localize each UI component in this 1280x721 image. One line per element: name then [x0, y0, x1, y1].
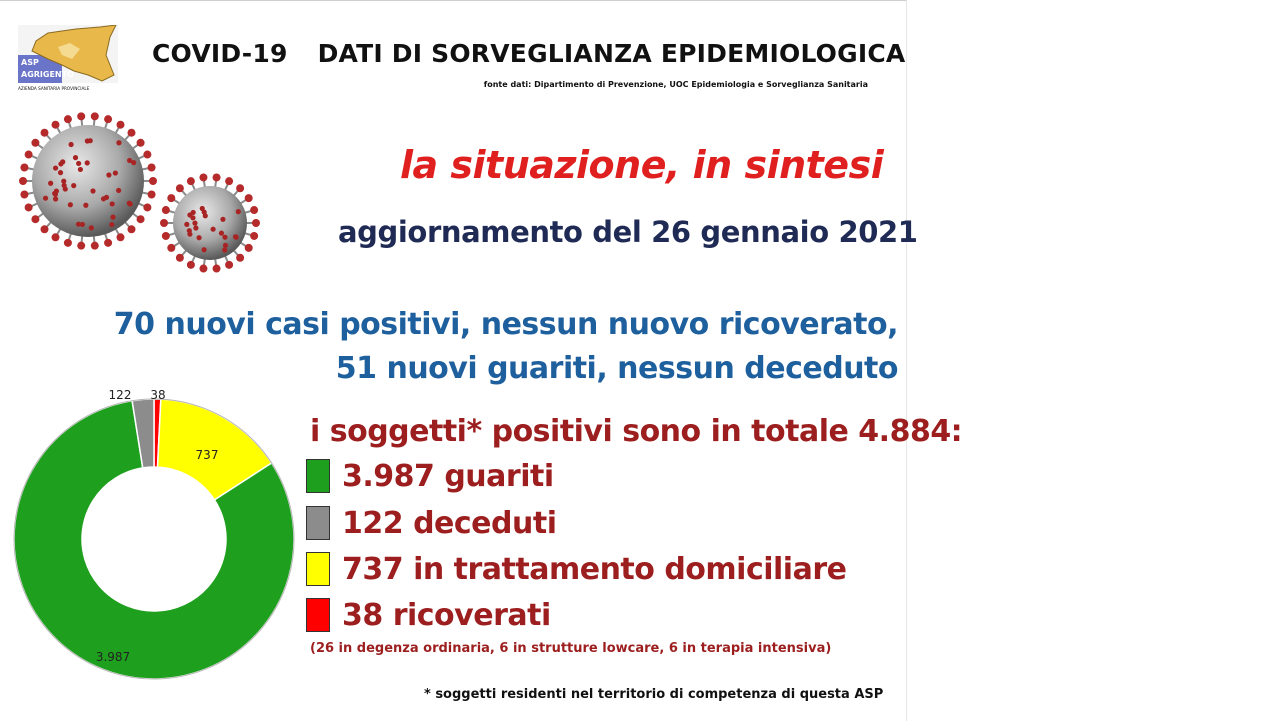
legend-swatch-green: [306, 459, 330, 493]
asp-agrigento-logo: [18, 25, 118, 91]
donut-chart: [0, 379, 300, 709]
legend-swatch-grey: [306, 506, 330, 540]
title-sorveglianza: DATI DI SORVEGLIANZA EPIDEMIOLOGICA: [317, 39, 906, 68]
footnote: * soggetti residenti nel territorio di competenza di questa ASP: [424, 687, 884, 702]
legend-item-domiciliare: [306, 549, 846, 589]
legend-item-ricoverati: [306, 595, 551, 635]
legend-item-deceduti: [306, 503, 556, 543]
legend-label-ricoverati: 38 ricoverati: [342, 597, 551, 633]
legend-label-deceduti: 122 deceduti: [342, 505, 557, 541]
page-title: [152, 39, 905, 68]
news-line-1: 70 nuovi casi positivi, nessun nuovo ricoverato,: [113, 307, 898, 342]
legend-label-domiciliare: 737 in trattamento domiciliare: [342, 551, 847, 587]
logo-subtext: AZIENDA SANITARIA PROVINCIALE: [18, 86, 90, 91]
total-positives: i soggetti* positivi sono in totale 4.884:: [310, 414, 963, 449]
title-covid: COVID-19: [152, 39, 288, 68]
news-line-2: 51 nuovi guariti, nessun deceduto: [335, 351, 898, 386]
legend-item-guariti: [306, 456, 554, 496]
legend-swatch-yellow: [306, 552, 330, 586]
donut-label-in-trattamento-domiciliare: 737: [195, 448, 219, 462]
donut-label-deceduti: 122: [108, 388, 132, 402]
donut-label-guariti: 3.987: [95, 650, 131, 664]
subtitle: la situazione, in sintesi: [400, 143, 884, 187]
donut-label-ricoverati: 38: [150, 388, 166, 402]
logo-text-asp: ASP: [21, 58, 39, 67]
coronavirus-illustration-large: [14, 107, 162, 255]
legend-swatch-red: [306, 598, 330, 632]
logo-text-agrigento: AGRIGENTO: [21, 70, 74, 79]
daily-news: [114, 303, 898, 391]
data-source: fonte dati: Dipartimento di Prevenzione, UOC Epidemiologia e Sorveglianza Sanitaria: [483, 80, 868, 89]
coronavirus-illustration-small: [160, 173, 260, 273]
legend-label-guariti: 3.987 guariti: [342, 458, 554, 494]
update-date: aggiornamento del 26 gennaio 2021: [338, 215, 918, 249]
hospitalization-detail: (26 in degenza ordinaria, 6 in strutture lowcare, 6 in terapia intensiva): [310, 641, 832, 656]
